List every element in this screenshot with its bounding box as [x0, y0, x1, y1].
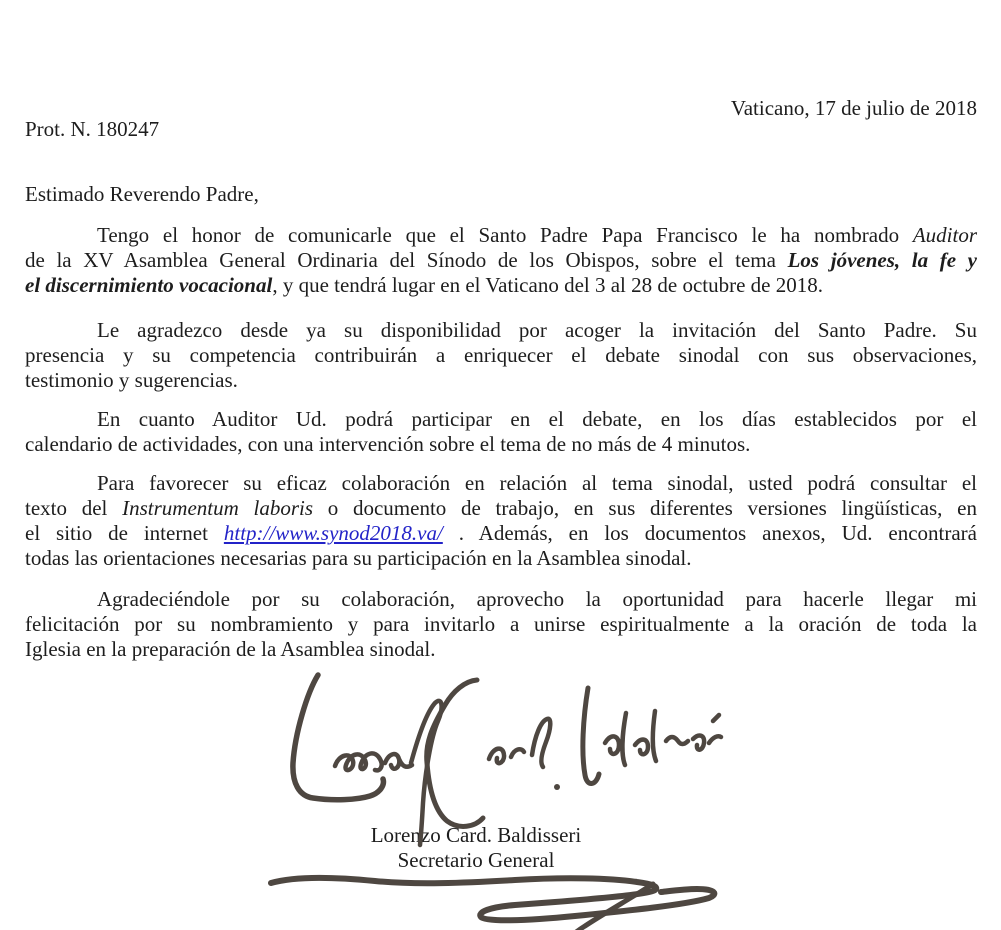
paragraph-line: Para favorecer su eficaz colaboración en relación al tema sinodal, usted podrá consultar el [97, 471, 977, 495]
paragraph-line: calendario de actividades, con una intervención sobre el tema de no más de 4 minutos. [25, 432, 751, 456]
synod-theme-bold-italic: Los jóvenes, la fe y [787, 248, 977, 272]
paragraph-line [25, 496, 977, 521]
synod-theme-bold-italic: el discernimiento vocacional [25, 273, 273, 297]
paragraph-text: , y que tendrá lugar en el Vaticano del 3 al 28 de octubre de 2018. [272, 273, 823, 297]
paragraph-text: . Además, en los documentos anexos, Ud. encontrará [442, 521, 977, 545]
pen-flourish-image [265, 868, 725, 930]
paragraph-line [25, 223, 977, 248]
paragraph-line: Iglesia en la preparación de la Asamblea sinodal. [25, 637, 436, 661]
body-paragraph-2 [25, 318, 977, 393]
salutation: Estimado Reverendo Padre, [25, 182, 259, 206]
paragraph-text: texto del [25, 496, 123, 520]
body-paragraph-1 [25, 223, 977, 298]
paragraph-text: Tengo el honor de comunicarle que el Santo Padre Papa Francisco le ha nombrado [97, 223, 913, 247]
synod-2018-link[interactable]: http://www.synod2018.va/ [223, 521, 443, 545]
body-paragraph-5 [25, 587, 977, 662]
signature-block [276, 823, 676, 873]
paragraph-line [25, 248, 977, 273]
paragraph-line: Agradeciéndole por su colaboración, aprovecho la oportunidad para hacerle llegar mi [97, 587, 977, 611]
paragraph-line [25, 521, 977, 546]
signer-title: Secretario General [397, 848, 555, 872]
body-paragraph-3 [25, 407, 977, 457]
paragraph-line: testimonio y sugerencias. [25, 368, 238, 392]
paragraph-line: Le agradezco desde ya su disponibilidad por acoger la invitación del Santo Padre. Su [97, 318, 977, 342]
signer-name: Lorenzo Card. Baldisseri [370, 823, 582, 847]
paragraph-text: de la XV Asamblea General Ordinaria del Sínodo de los Obispos, sobre el tema [25, 248, 788, 272]
protocol-number: Prot. N. 180247 [25, 117, 160, 141]
paragraph-line [25, 273, 977, 298]
paragraph-text: el sitio de internet [25, 521, 224, 545]
paragraph-line: presencia y su competencia contribuirán a enriquecer el debate sinodal con sus observaciones, [25, 343, 977, 367]
paragraph-line: En cuanto Auditor Ud. podrá participar en el debate, en los días establecidos por el [97, 407, 977, 431]
date-line: Vaticano, 17 de julio de 2018 [730, 96, 977, 120]
auditor-title-italic: Auditor [912, 223, 977, 247]
paragraph-line: felicitación por su nombramiento y para invitarlo a unirse espiritualmente a la oración de toda la [25, 612, 977, 636]
paragraph-text: o documento de trabajo, en sus diferentes versiones lingüísticas, en [313, 496, 977, 520]
paragraph-line: todas las orientaciones necesarias para su participación en la Asamblea sinodal. [25, 546, 692, 570]
instrumentum-laboris-italic: Instrumentum laboris [122, 496, 314, 520]
body-paragraph-4 [25, 471, 977, 571]
